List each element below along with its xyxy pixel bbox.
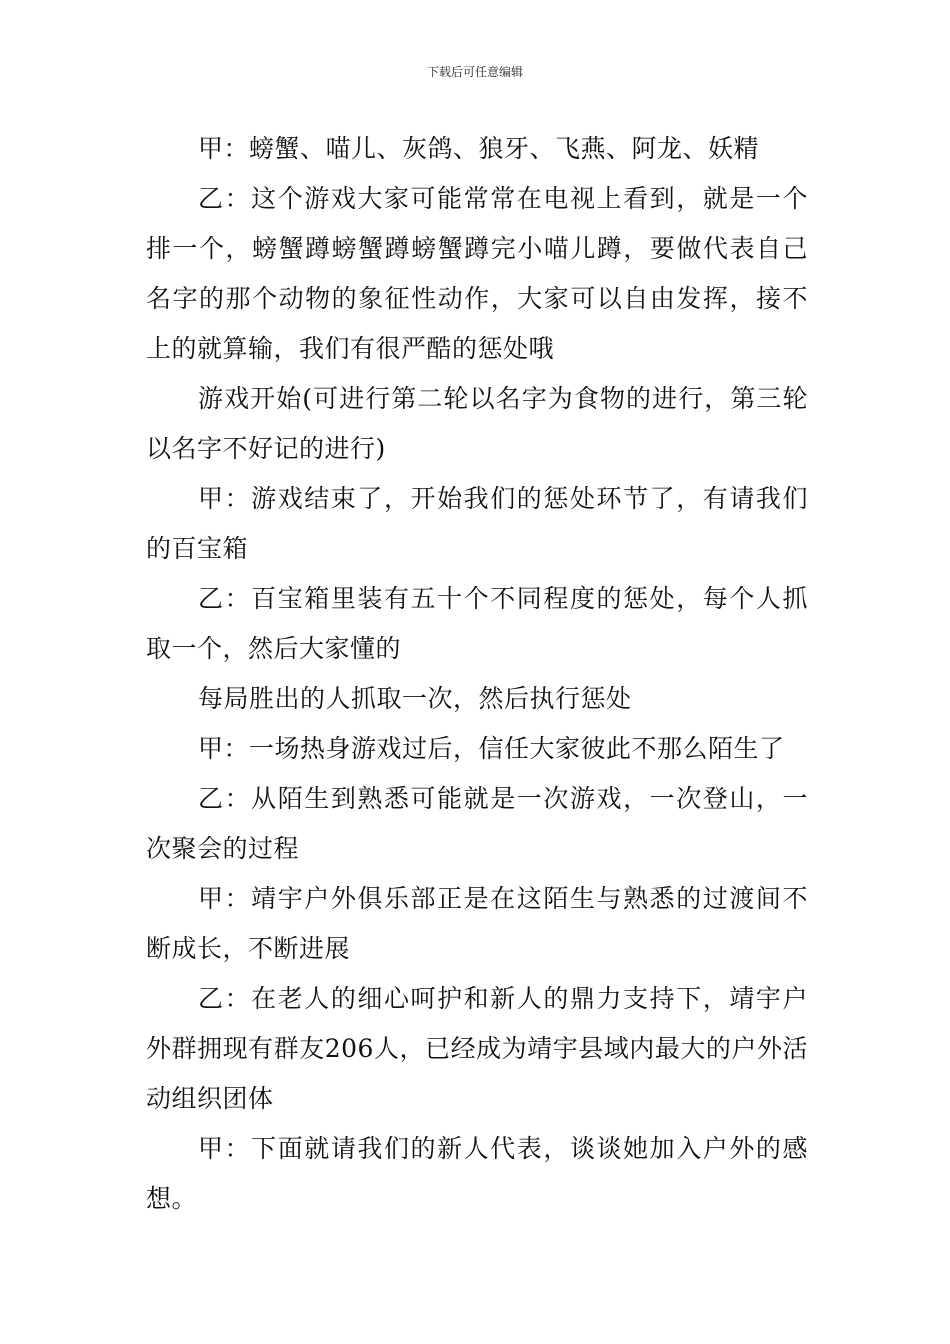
- paragraph: 甲：一场热身游戏过后，信任大家彼此不那么陌生了: [198, 734, 785, 763]
- paragraph: 乙：这个游戏大家可能常常在电视上看到，就是一个排一个，螃蟹蹲螃蟹蹲螃蟹蹲完小喵儿蹲，要做代表自己名字的那个动物的象征性动作，大家可以自由发挥，接不上的就算输，我们有很严酷的惩处哦: [146, 184, 808, 363]
- paragraph: 甲：靖宇户外俱乐部正是在这陌生与熟悉的过渡间不断成长，不断进展: [146, 884, 808, 963]
- paragraph: 甲：游戏结束了，开始我们的惩处环节了，有请我们的百宝箱: [146, 484, 808, 563]
- page-header: 下载后可任意编辑: [426, 65, 523, 79]
- paragraph: 甲：下面就请我们的新人代表，谈谈她加入户外的感想。: [146, 1134, 808, 1213]
- paragraph: 乙：在老人的细心呵护和新人的鼎力支持下，靖宇户外群拥现有群友206人，已经成为靖宇县域内最大的户外活动组织团体: [146, 984, 808, 1113]
- document-body: [146, 124, 808, 1224]
- paragraph: 游戏开始(可进行第二轮以名字为食物的进行，第三轮以名字不好记的进行): [146, 384, 808, 463]
- paragraph: 每局胜出的人抓取一次，然后执行惩处: [198, 684, 632, 713]
- paragraph: 乙：百宝箱里装有五十个不同程度的惩处，每个人抓取一个，然后大家懂的: [146, 584, 808, 663]
- paragraph: 乙：从陌生到熟悉可能就是一次游戏，一次登山，一次聚会的过程: [146, 784, 808, 863]
- paragraph: 甲：螃蟹、喵儿、灰鸽、狼牙、飞燕、阿龙、妖精: [198, 134, 760, 163]
